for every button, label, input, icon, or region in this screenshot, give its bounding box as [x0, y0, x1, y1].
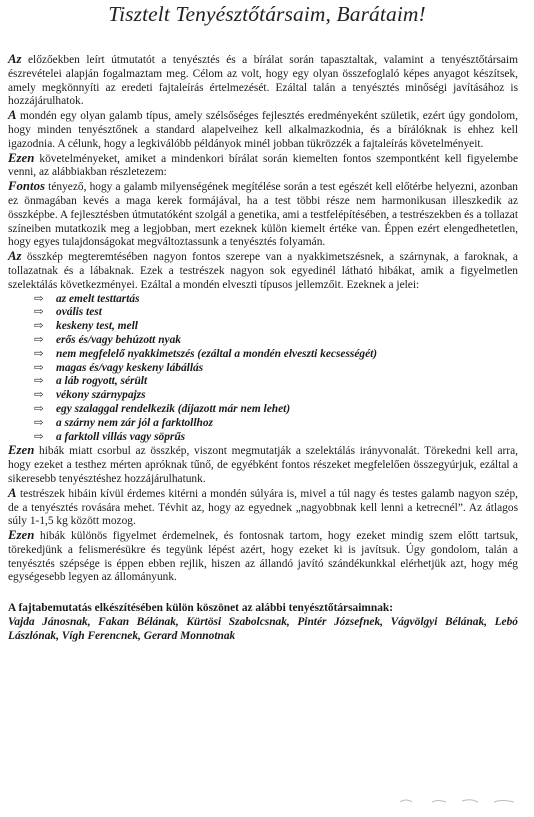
- faults-list: [8, 293, 518, 445]
- list-item: ⇨ magas és/vagy keskeny lábállás: [34, 361, 204, 374]
- paragraph-text: mondén egy olyan galamb típus, amely szélsőséges fejlesztés eredményeként születik, ezért úgy gondolom, hogy minden tenyésztőnek a standard alapelveihez kell alkalmazkodnia, és a bírálóknak is ehhez kell igazodnia. A célunk, hogy a legkiválóbb példányok minél jobban tükrözzék a fajtaleírás követelményeit.: [8, 110, 518, 150]
- paragraph-lead: Ezen: [8, 443, 35, 458]
- paragraph-lead: A: [8, 108, 17, 123]
- arrow-icon: ⇨: [34, 416, 44, 429]
- paragraph-overall-body: [8, 180, 518, 250]
- paragraph-text: követelményeket, amiket a mindenkori bírálat során kiemelten fontos szempontként kell figyelembe venni, az alábbiakban részletezem:: [8, 152, 518, 179]
- paragraph-lead: Fontos: [8, 179, 45, 194]
- list-item: ⇨ nem megfelelő nyakkimetszés (ezáltal a mondén elveszti kecsességét): [34, 347, 378, 360]
- arrow-icon: ⇨: [34, 292, 44, 305]
- handwritten-mark-icon: [398, 796, 518, 806]
- list-item: ⇨ a láb rogyott, sérült: [34, 375, 148, 388]
- paragraph-text: összkép megteremtésében nagyon fontos szerepe van a nyakkimetszésnek, a szárnynak, a faroknak, a tollazatnak és a lábaknak. Ezek a testrészek nagyon sok egyedinél látható hibákat, amik a figyelmetlen szelektálás következményei. Ezáltal a mondén elveszti típusos jellemzőit. Ezeknek a jelei:: [8, 251, 518, 291]
- paragraph-text: előzőekben leírt útmutatót a tenyésztés és a bírálat során tapasztaltak, valamint a tenyésztőtársaim észrevételei alapján fogalmaztam meg. Célom az volt, hogy egy olyan összefoglaló képes anyagot készítsek, amely megkönnyíti az eredeti fajtaleírás értelmezését. Ezáltal talán a tenyésztés minőségi javításához is hozzájárulhatok.: [8, 54, 518, 108]
- arrow-icon: ⇨: [34, 306, 44, 319]
- paragraph-lead: Az: [8, 52, 22, 66]
- arrow-icon: ⇨: [34, 430, 44, 443]
- paragraph-lead: Az: [8, 249, 22, 264]
- arrow-icon: ⇨: [34, 361, 44, 374]
- acknowledgement-heading: A fajtabemutatás elkészítésében külön köszönet az alábbi tenyésztőtársaimnak:: [8, 602, 394, 615]
- arrow-icon: ⇨: [34, 320, 44, 333]
- list-item: ⇨ erős és/vagy behúzott nyak: [34, 333, 181, 346]
- document-body: [8, 53, 518, 644]
- paragraph-lead: A: [8, 485, 17, 500]
- paragraph-text: tényező, hogy a galamb milyenségének megítélése során a test egészét kell előtérbe helyezni, azonban ez önmagában kevés a maga kerek formájával, ha a test többi része nem harmonikusan illeszkedik az összképbe. A fejlesztésben útmutatóként szolgál a genetika, ami a testfelépítésében, a testrészekben és a tollazat színeiben mutatkozik meg a legjobban, mert ezeknek külön kiemelt értéke van. Éppen ezért elengedhetetlen, hogy egyes tulajdonságokat megváltoztassunk a tenyésztés folyamán.: [8, 181, 518, 249]
- paragraph-selection: [8, 444, 518, 486]
- list-item: ⇨ a szárny nem zár jól a farktollhoz: [34, 416, 213, 429]
- page-title: Tisztelt Tenyésztőtársaim, Barátaim!: [108, 2, 426, 26]
- list-item: ⇨ keskeny test, mell: [34, 320, 138, 333]
- paragraph-text: hibák különös figyelmet érdemelnek, és fontosnak tartom, hogy ezeket mindig szem előtt tartsuk, törekedjünk a felismerésükre és tegyünk lépést azért, hogy ezeket ki is javítsuk. Úgy gondolom, talán a tenyésztés szépsége is éppen ebben rejlik, hiszen az állandó javító szándékunkkal elérhetjük azt, hogy még egységesebb legyen az állományunk.: [8, 530, 518, 584]
- paragraph-requirements: [8, 152, 518, 181]
- paragraph-body-parts: [8, 250, 518, 292]
- list-item: ⇨ vékony szárnypajzs: [34, 389, 146, 402]
- list-item: ⇨ egy szalaggal rendelkezik (díjazott már nem lehet): [34, 402, 291, 415]
- paragraph-closing: [8, 529, 518, 585]
- paragraph-text: testrészek hibáin kívül érdemes kitérni a mondén súlyára is, mivel a túl nagy és testes galamb nagyon szép, de a tenyésztés rovására mehet. Tévhit az, hogy az egyednek „nagyobbnak kell lenni a ketrecnél”. Az átlagos súly 1-1,5 kg között mozog.: [8, 487, 518, 528]
- acknowledgement-names: Vajda Jánosnak, Fakan Bélának, Kürtösi Szabolcsnak, Pintér Józsefnek, Vágvölgyi Bélának, Lebó Lászlónak, Vígh Ferencnek, Gerard Monnotnak: [8, 616, 518, 642]
- paragraph-intro: [8, 53, 518, 109]
- arrow-icon: ⇨: [34, 347, 44, 360]
- paragraph-lead: Ezen: [8, 150, 35, 165]
- paragraph-weight: [8, 487, 518, 529]
- list-item: ⇨ ovális test: [34, 306, 102, 319]
- list-item: ⇨ a farktoll villás vagy söprűs: [34, 430, 186, 443]
- arrow-icon: ⇨: [34, 375, 44, 388]
- arrow-icon: ⇨: [34, 389, 44, 402]
- paragraph-lead: Ezen: [8, 528, 35, 543]
- paragraph-monden-type: [8, 109, 518, 151]
- list-item: ⇨ az emelt testtartás: [34, 292, 140, 305]
- arrow-icon: ⇨: [34, 333, 44, 346]
- paragraph-text: hibák miatt csorbul az összkép, viszont megmutatják a szelektálás irányvonalát. Törekedni kell arra, hogy ezeket a testhez mérten apróknak tűnő, de egyébként fontos részeket megfelelően összegyúrjuk, ezáltal a sikeresebb tenyésztéshez hozzájárulhatunk.: [8, 445, 518, 485]
- arrow-icon: ⇨: [34, 402, 44, 415]
